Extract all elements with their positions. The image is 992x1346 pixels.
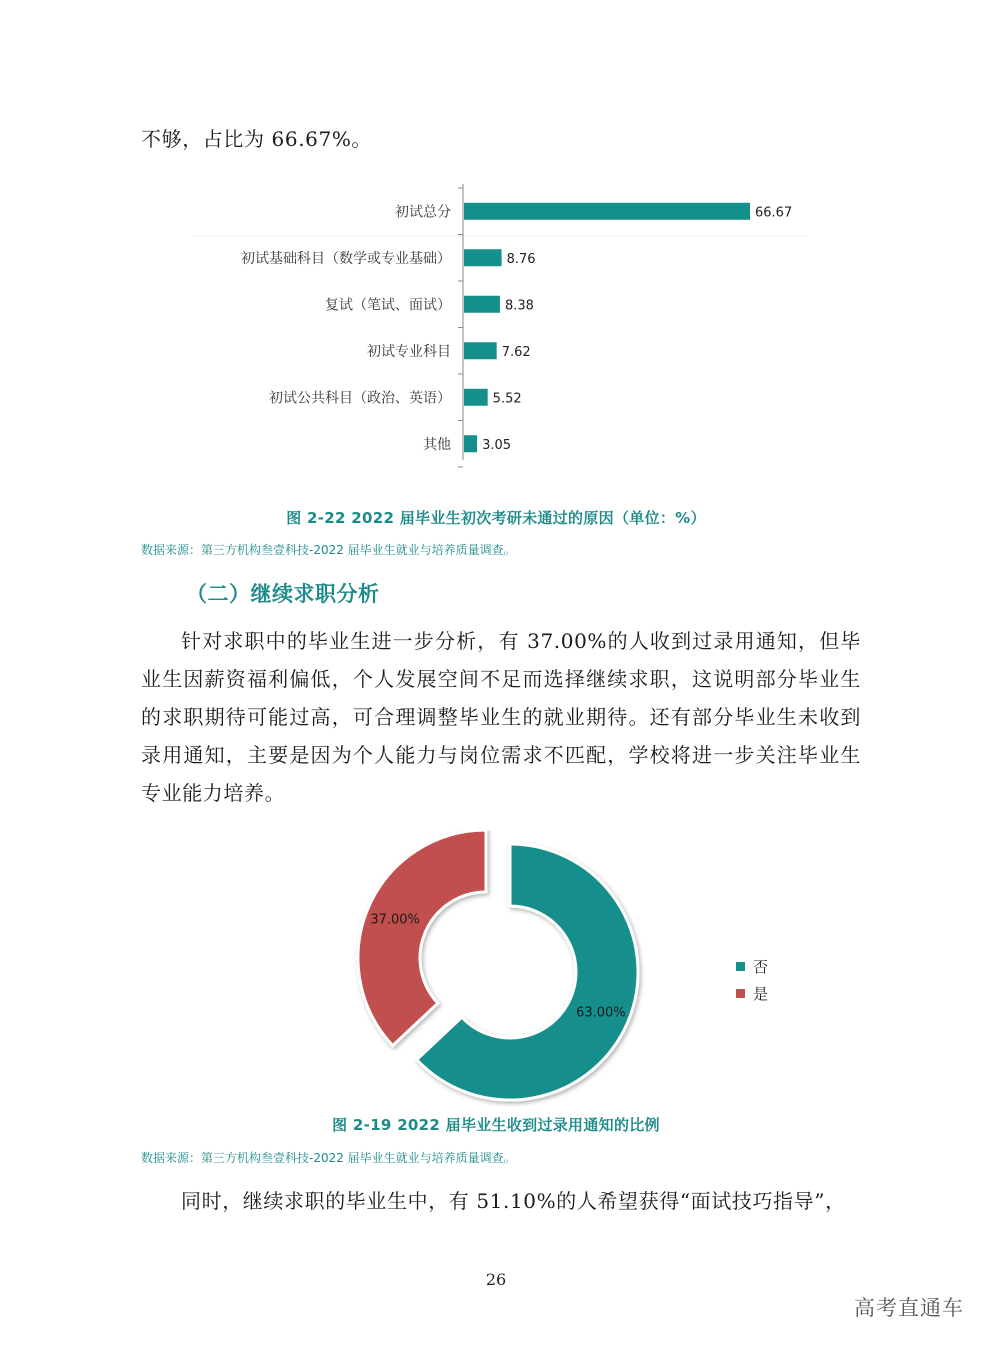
legend-swatch	[736, 962, 745, 971]
bar-value-label: 3.05	[482, 437, 512, 453]
category-label: 初试基础科目（数学或专业基础）	[241, 250, 451, 267]
legend-swatch	[736, 989, 745, 998]
bar-value-label: 7.62	[501, 344, 531, 360]
figure-caption-2-22: 图 2-22 2022 届毕业生初次考研未通过的原因（单位：%）	[286, 509, 706, 527]
bar-chart	[0, 170, 992, 470]
slice-value-label: 63.00%	[576, 1005, 626, 1021]
category-label: 初试专业科目	[367, 343, 451, 360]
category-label: 初试总分	[395, 204, 451, 221]
legend-label: 是	[753, 985, 769, 1003]
watermark-text: 高考直通车	[854, 1296, 964, 1320]
bar	[464, 203, 750, 220]
legend-label: 否	[753, 958, 769, 976]
category-label: 初试公共科目（政治、英语）	[269, 390, 451, 407]
category-label: 其他	[423, 436, 451, 453]
bar-value-label: 66.67	[755, 205, 793, 221]
bar-value-label: 5.52	[492, 391, 522, 407]
figure-source-2-19: 数据来源：第三方机构叁壹科技-2022 届毕业生就业与培养质量调查。	[141, 1151, 516, 1165]
figure-caption-2-19: 图 2-19 2022 届毕业生收到过录用通知的比例	[332, 1116, 660, 1134]
donut-slice	[358, 830, 486, 1046]
bar	[464, 342, 497, 359]
bar-value-label: 8.76	[506, 251, 536, 267]
bar	[464, 435, 477, 452]
category-label: 复试（笔试、面试）	[325, 297, 451, 314]
section-heading: （二）继续求职分析	[186, 582, 380, 606]
paragraph-intro: 不够，占比为 66.67%。	[141, 127, 373, 151]
paragraph-continuation: 同时，继续求职的毕业生中，有 51.10%的人希望获得“面试技巧指导”，	[181, 1189, 846, 1213]
bar	[464, 389, 488, 406]
bar	[464, 249, 502, 266]
page-number: 26	[485, 1270, 507, 1289]
figure-source-2-22: 数据来源：第三方机构叁壹科技-2022 届毕业生就业与培养质量调查。	[141, 543, 516, 557]
bar-value-label: 8.38	[504, 298, 534, 314]
bar	[464, 296, 500, 313]
donut-chart	[0, 830, 992, 1110]
slice-value-label: 37.00%	[370, 912, 420, 928]
paragraph-job-seeking: 针对求职中的毕业生进一步分析，有 37.00%的人收到过录用通知，但毕业生因薪资福利偏低，个人发展空间不足而选择继续求职，这说明部分毕业生的求职期待可能过高，可合理调整毕业生的就业期待。还有部分毕业生未收到录用通知，主要是因为个人能力与岗位需求不匹配，学校将进一步关注毕业生专业能力培养。	[141, 629, 861, 805]
